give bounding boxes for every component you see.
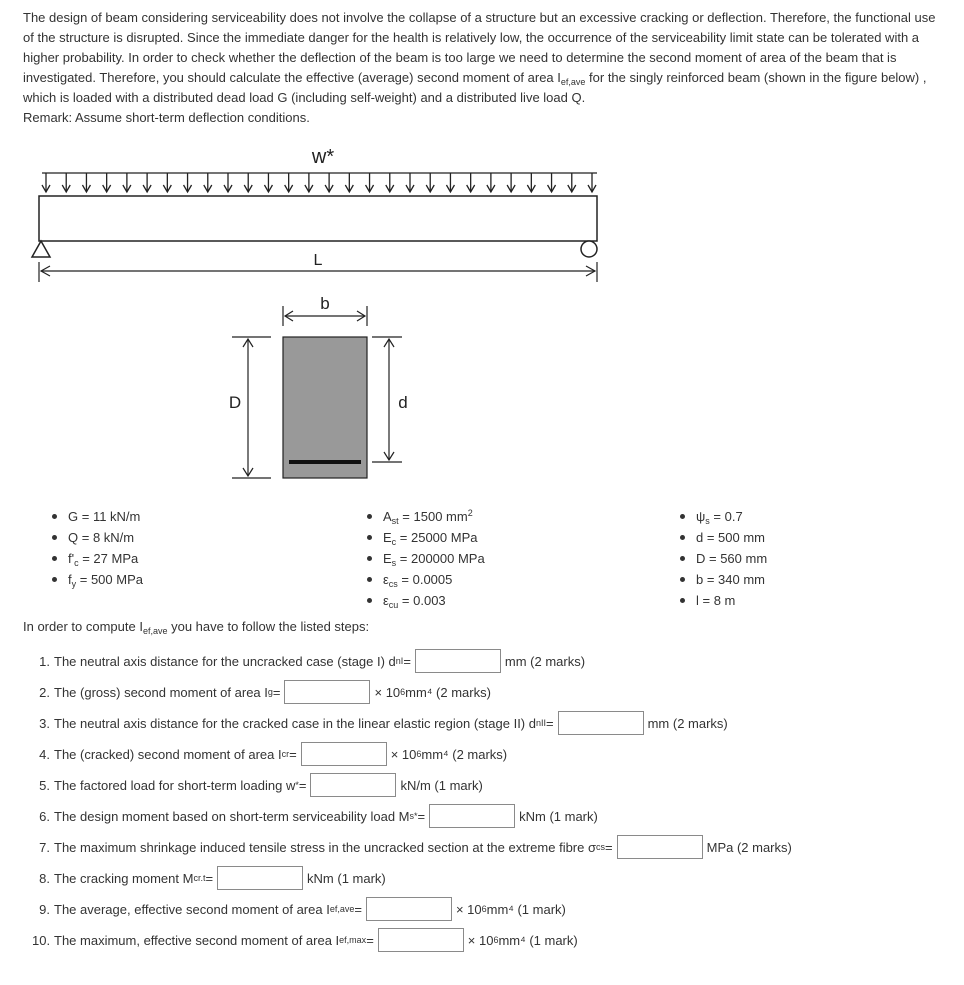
roller-support-icon: [581, 241, 597, 257]
param-Q: Q = 8 kN/m: [52, 527, 143, 548]
param-Es: $E_s = 200000$ MPa: [367, 548, 485, 569]
param-G: G = 11 kN/m: [52, 506, 143, 527]
intro-sub-a: ef,ave: [560, 77, 586, 87]
param-l: l = 8 m: [680, 590, 767, 611]
width-label: b: [320, 294, 330, 313]
step-9: 9. The average, effective second moment of area I ef,ave = × 10 6 mm⁴ (1 mark): [32, 896, 566, 922]
step-6: 6. The design moment based on short-term serviceability load M s * = kNm (1 mark): [32, 803, 598, 829]
distributed-load-arrows: [42, 173, 596, 192]
step-3: 3. The neutral axis distance for the cracked case in the linear elastic region (stage II) d nII = mm (2 marks): [32, 710, 728, 736]
effective-depth-label: d: [398, 393, 408, 412]
param-Ast: $A_{st} = 1500$ $mm^2$: [367, 506, 485, 527]
answer-input-step-5[interactable]: [310, 773, 396, 797]
intro-remark: Remark: Assume short-term deflection conditions.: [23, 110, 310, 125]
step-5: 5. The factored load for short-term loading w * = kN/m (1 mark): [32, 772, 483, 798]
answer-input-step-8[interactable]: [217, 866, 303, 890]
span-label: L: [313, 252, 323, 269]
params-column-3: [680, 506, 767, 611]
param-D: D = 560 mm: [680, 548, 767, 569]
step-10: 10. The maximum, effective second moment of area I ef,max = × 10 6 mm⁴ (1 mark): [32, 927, 578, 953]
param-fc: $f'_c = 27$ MPa: [52, 548, 143, 569]
pin-support-icon: [32, 241, 50, 257]
param-ecs: $\varepsilon_{cs} = 0.0005$: [367, 569, 485, 590]
answer-input-step-4[interactable]: [301, 742, 387, 766]
depth-label: D: [228, 393, 242, 412]
param-Ec: $E_c = 25000$ MPa: [367, 527, 485, 548]
beam-rectangle: [39, 196, 597, 241]
answer-input-step-1[interactable]: [415, 649, 501, 673]
param-fy: $f_y = 500$ MPa: [52, 569, 143, 590]
intro-text-a: The design of beam considering serviceability does not involve the collapse of a structure but an excessive cracking or deflection. Therefore, the functional use of the structure is disrupted. Since the immediate danger for the health is relatively low, the occurrence of the serviceability limit state can be tolerated with a higher probability. In order to check whether the deflection of the beam is too large we need to determine the second moment of area of the beam that is investigated. Therefore, you should calculate the effective (average) second moment of area I: [23, 10, 936, 85]
answer-input-step-10[interactable]: [378, 928, 464, 952]
answer-input-step-7[interactable]: [617, 835, 703, 859]
answer-input-step-9[interactable]: [366, 897, 452, 921]
intro-text-b: for the singly reinforced beam (shown in the figure below) , which is loaded with a distributed dead load G (including self-weight) and a distributed live load Q.: [23, 70, 927, 105]
step-4: 4. The (cracked) second moment of area I cr = × 10 6 mm⁴ (2 marks): [32, 741, 507, 767]
steps-intro: In order to compute $I_{ef,ave}$ you have to follow the listed steps:: [23, 619, 370, 636]
params-column-1: [52, 506, 143, 590]
concrete-section: [283, 337, 367, 478]
answer-input-step-3[interactable]: [558, 711, 644, 735]
step-1: 1. The neutral axis distance for the uncracked case (stage I) d nI = mm (2 marks): [32, 648, 585, 674]
step-7: 7. The maximum shrinkage induced tensile stress in the uncracked section at the extreme fibre σ cs = MPa (2 marks): [32, 834, 792, 860]
param-d: d = 500 mm: [680, 527, 767, 548]
step-8: 8. The cracking moment M cr.t = kNm (1 mark): [32, 865, 386, 891]
step-2: 2. The (gross) second moment of area I g = × 10 6 mm⁴ (2 marks): [32, 679, 491, 705]
params-column-2: [367, 506, 485, 611]
param-b: b = 340 mm: [680, 569, 767, 590]
answer-input-step-2[interactable]: [284, 680, 370, 704]
param-ecu: $\varepsilon_{cu} = 0.003$: [367, 590, 485, 611]
param-psi-s: $\psi_s = 0.7$: [680, 506, 767, 527]
answer-input-step-6[interactable]: [429, 804, 515, 828]
load-label: w*: [311, 146, 335, 168]
